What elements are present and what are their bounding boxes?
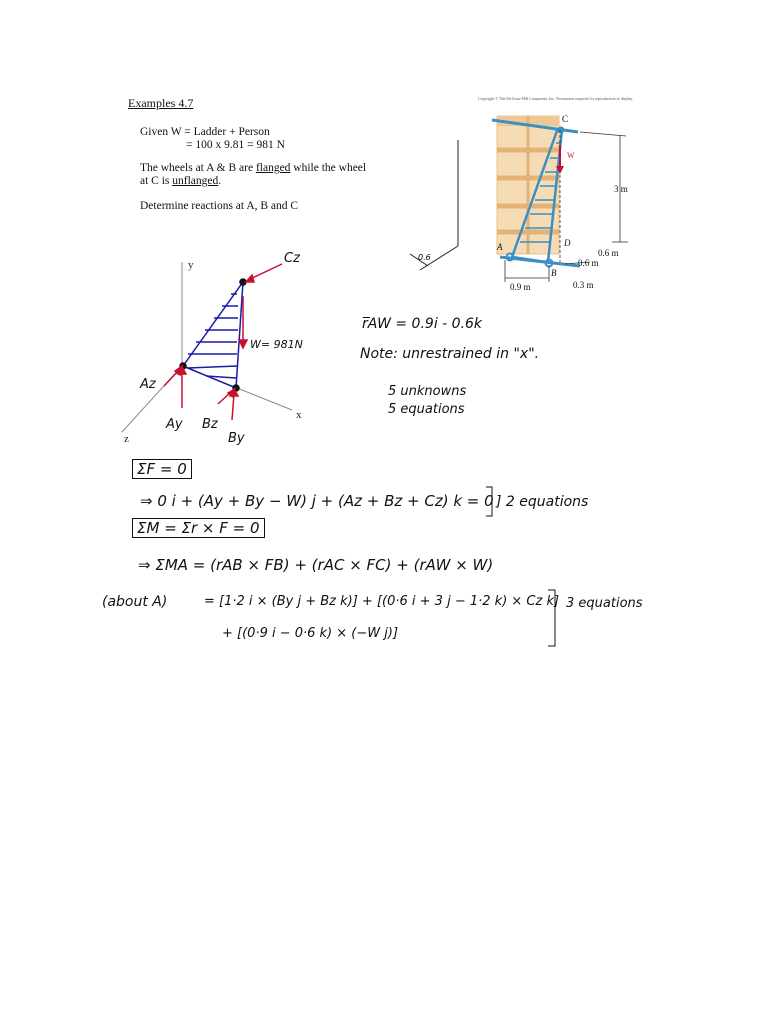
bookshelf — [497, 116, 559, 254]
label-bz: Bz — [202, 417, 218, 432]
given-line-2: = 100 x 9.81 = 981 N — [186, 139, 285, 151]
label-az: Az — [140, 377, 156, 392]
label-by: By — [228, 431, 245, 446]
axis-y-label: y — [188, 259, 194, 271]
label-weight: W= 981N — [250, 338, 303, 351]
unflanged-word: unflanged — [172, 175, 219, 187]
flanged-word: flanged — [255, 162, 291, 174]
label-c: C — [562, 114, 569, 124]
wall-side-sketch — [410, 140, 458, 270]
sum-m-box: ΣM = Σr × F = 0 — [132, 518, 265, 538]
label-d: D — [564, 238, 571, 248]
side-06-label: 0.6 — [418, 253, 431, 262]
label-ay: Ay — [166, 417, 183, 432]
determine-statement: Determine reactions at A, B and C — [140, 200, 299, 212]
moment-equation: ⇒ ΣMA = (rAB × FB) + (rAC × FC) + (rAW × W) — [138, 556, 494, 574]
moment-line-3: + [(0·9 i − 0·6 k) × (−W j)] — [222, 626, 399, 641]
sum-f-box: ΣF = 0 — [132, 459, 192, 479]
dim-09: 0.9 m — [510, 282, 531, 292]
axis-z-label: z — [124, 433, 129, 445]
axis-x-label: x — [296, 409, 302, 421]
unrestrained-note: Note: unrestrained in "x". — [360, 346, 540, 362]
moment-line-2: = [1·2 i × (By j + Bz k)] + [(0·6 i + 3 j − 1·2 k) × Cz k] — [204, 594, 560, 609]
wheels-text-b: while the wheel — [290, 162, 367, 174]
equations-count: 5 equations — [388, 402, 465, 417]
dim-06-b: 0.6 m — [578, 258, 599, 268]
force-equation: ⇒ 0 i + (Ay + By − W) j + (Az + Bz + Cz) k = 0 — [140, 492, 494, 510]
copyright-notice: Copyright © The McGraw-Hill Companies, Inc. Permission required for reproduction or display. — [478, 96, 634, 101]
label-cz: Cz — [284, 251, 300, 266]
bracket-marks — [486, 487, 555, 646]
given-line-1: Given W = Ladder + Person — [140, 126, 270, 138]
wheels-text-end: . — [218, 175, 222, 187]
dim-06-a: 0.6 m — [598, 248, 619, 258]
r-aw-note: r̅AW = 0.9i - 0.6k — [362, 316, 483, 332]
label-a: A — [497, 242, 503, 252]
wheels-text-c: at C is — [140, 175, 173, 187]
example-title: Examples 4.7 — [128, 96, 194, 110]
ladder-sketch — [180, 279, 246, 391]
label-b: B — [551, 268, 557, 278]
about-a-note: (about A) — [102, 594, 168, 610]
two-equations: ] 2 equations — [496, 494, 589, 510]
dim-03: 0.3 m — [573, 280, 594, 290]
label-w: W — [567, 151, 575, 160]
three-equations: 3 equations — [566, 596, 643, 611]
unknowns-count: 5 unknowns — [388, 384, 467, 399]
dim-3m: 3 m — [614, 184, 628, 194]
wheels-text-a: The wheels at A & B are — [140, 162, 256, 174]
